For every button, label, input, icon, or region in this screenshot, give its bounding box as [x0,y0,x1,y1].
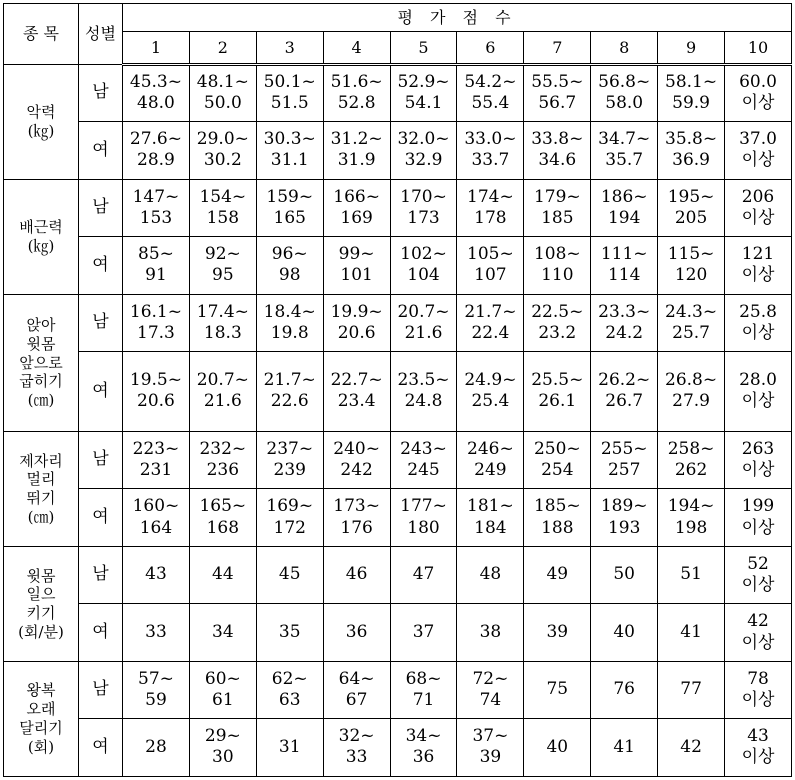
score-value-cell: 23.5~ 24.8 [390,351,457,431]
score-value-cell: 41 [658,604,725,662]
score-value-cell: 23.3~ 24.2 [591,294,658,351]
score-value-cell: 20.7~ 21.6 [390,294,457,351]
score-value-cell: 96~ 98 [256,236,323,294]
score-value-cell: 50.1~ 51.5 [256,65,323,122]
score-value-cell: 25.5~ 26.1 [524,351,591,431]
score-value-cell: 199 이상 [725,489,792,547]
table-row [4,236,792,294]
score-6: 6 [457,32,524,65]
score-value-cell: 154~ 158 [189,179,256,236]
sex-cell: 남 [79,661,123,718]
event-name-cell: 제자리 멀리 뛰기 (㎝) [4,432,79,547]
score-value-cell: 28.0 이상 [725,351,792,431]
score-value-cell: 37.0 이상 [725,121,792,179]
table-header [4,4,792,65]
score-value-cell: 42 [658,718,725,776]
score-value-cell: 186~ 194 [591,179,658,236]
table-row [4,432,792,489]
score-value-cell: 166~ 169 [323,179,390,236]
score-value-cell: 121 이상 [725,236,792,294]
score-value-cell: 40 [591,604,658,662]
score-value-cell: 25.8 이상 [725,294,792,351]
table-row [4,489,792,547]
score-value-cell: 177~ 180 [390,489,457,547]
score-value-cell: 246~ 249 [457,432,524,489]
score-value-cell: 240~ 242 [323,432,390,489]
score-value-cell: 21.7~ 22.6 [256,351,323,431]
score-value-cell: 68~ 71 [390,661,457,718]
score-value-cell: 223~ 231 [123,432,190,489]
score-value-cell: 75 [524,661,591,718]
score-value-cell: 185~ 188 [524,489,591,547]
score-value-cell: 77 [658,661,725,718]
score-value-cell: 19.5~ 20.6 [123,351,190,431]
sex-header: 성별 [79,4,123,65]
event-name-cell: 윗몸 일으 키기 (회/분) [4,547,79,662]
event-name-cell: 앉아 윗몸 앞으로 굽히기 (㎝) [4,294,79,431]
sex-cell: 남 [79,65,123,122]
sex-cell: 여 [79,718,123,776]
score-value-cell: 37 [390,604,457,662]
score-value-cell: 28 [123,718,190,776]
score-value-cell: 31.2~ 31.9 [323,121,390,179]
table-body [4,65,792,777]
table-row [4,351,792,431]
score-value-cell: 29~ 30 [189,718,256,776]
score-value-cell: 160~ 164 [123,489,190,547]
event-name-cell: 왕복 오래 달리기 (회) [4,661,79,776]
score-value-cell: 29.0~ 30.2 [189,121,256,179]
score-value-cell: 78 이상 [725,661,792,718]
header-row [4,4,792,32]
table-row [4,121,792,179]
score-value-cell: 42 이상 [725,604,792,662]
table-row [4,604,792,662]
sex-cell: 여 [79,604,123,662]
score-2: 2 [189,32,256,65]
score-value-cell: 54.2~ 55.4 [457,65,524,122]
score-value-cell: 40 [524,718,591,776]
score-value-cell: 33 [123,604,190,662]
score-value-cell: 22.7~ 23.4 [323,351,390,431]
score-value-cell: 33.0~ 33.7 [457,121,524,179]
score-value-cell: 52 이상 [725,547,792,604]
score-value-cell: 60~ 61 [189,661,256,718]
score-value-cell: 72~ 74 [457,661,524,718]
score-value-cell: 30.3~ 31.1 [256,121,323,179]
score-value-cell: 43 [123,547,190,604]
score-value-cell: 189~ 193 [591,489,658,547]
score-value-cell: 206 이상 [725,179,792,236]
score-value-cell: 263 이상 [725,432,792,489]
score-value-cell: 108~ 110 [524,236,591,294]
score-value-cell: 232~ 236 [189,432,256,489]
table-row [4,547,792,604]
score-value-cell: 38 [457,604,524,662]
score-value-cell: 169~ 172 [256,489,323,547]
score-3: 3 [256,32,323,65]
score-7: 7 [524,32,591,65]
event-name-cell: 악력 (㎏) [4,65,79,180]
sex-cell: 남 [79,294,123,351]
score-table [3,3,792,777]
sex-cell: 남 [79,432,123,489]
score-value-cell: 60.0 이상 [725,65,792,122]
score-value-cell: 55.5~ 56.7 [524,65,591,122]
table-row [4,179,792,236]
score-value-cell: 115~ 120 [658,236,725,294]
sex-cell: 남 [79,547,123,604]
score-value-cell: 105~ 107 [457,236,524,294]
event-name-cell: 배근력 (㎏) [4,179,79,294]
score-value-cell: 48.1~ 50.0 [189,65,256,122]
score-value-cell: 21.7~ 22.4 [457,294,524,351]
score-value-cell: 147~ 153 [123,179,190,236]
score-value-cell: 32~ 33 [323,718,390,776]
sex-cell: 남 [79,179,123,236]
score-value-cell: 32.0~ 32.9 [390,121,457,179]
score-value-cell: 243~ 245 [390,432,457,489]
score-value-cell: 111~ 114 [591,236,658,294]
table-row [4,65,792,122]
score-value-cell: 48 [457,547,524,604]
score-value-cell: 173~ 176 [323,489,390,547]
score-value-cell: 85~ 91 [123,236,190,294]
table-row [4,718,792,776]
score-value-cell: 34 [189,604,256,662]
score-value-cell: 50 [591,547,658,604]
score-value-cell: 19.9~ 20.6 [323,294,390,351]
score-value-cell: 34~ 36 [390,718,457,776]
sex-cell: 여 [79,489,123,547]
score-value-cell: 181~ 184 [457,489,524,547]
score-4: 4 [323,32,390,65]
score-value-cell: 35.8~ 36.9 [658,121,725,179]
score-value-cell: 33.8~ 34.6 [524,121,591,179]
score-value-cell: 36 [323,604,390,662]
score-value-cell: 45 [256,547,323,604]
score-value-cell: 22.5~ 23.2 [524,294,591,351]
score-value-cell: 64~ 67 [323,661,390,718]
score-value-cell: 194~ 198 [658,489,725,547]
score-value-cell: 51.6~ 52.8 [323,65,390,122]
score-value-cell: 255~ 257 [591,432,658,489]
score-value-cell: 31 [256,718,323,776]
score-value-cell: 26.2~ 26.7 [591,351,658,431]
score-value-cell: 24.9~ 25.4 [457,351,524,431]
score-number-row [4,32,792,65]
score-value-cell: 37~ 39 [457,718,524,776]
score-value-cell: 34.7~ 35.7 [591,121,658,179]
score-value-cell: 18.4~ 19.8 [256,294,323,351]
score-9: 9 [658,32,725,65]
score-10: 10 [725,32,792,65]
score-value-cell: 174~ 178 [457,179,524,236]
score-value-cell: 99~ 101 [323,236,390,294]
score-value-cell: 47 [390,547,457,604]
score-value-cell: 17.4~ 18.3 [189,294,256,351]
score-5: 5 [390,32,457,65]
score-value-cell: 44 [189,547,256,604]
score-1: 1 [123,32,190,65]
score-value-cell: 237~ 239 [256,432,323,489]
score-value-cell: 76 [591,661,658,718]
score-value-cell: 62~ 63 [256,661,323,718]
sex-cell: 여 [79,236,123,294]
score-value-cell: 92~ 95 [189,236,256,294]
score-value-cell: 195~ 205 [658,179,725,236]
score-value-cell: 16.1~ 17.3 [123,294,190,351]
score-value-cell: 250~ 254 [524,432,591,489]
score-value-cell: 57~ 59 [123,661,190,718]
score-value-cell: 20.7~ 21.6 [189,351,256,431]
score-value-cell: 39 [524,604,591,662]
score-value-cell: 159~ 165 [256,179,323,236]
score-value-cell: 27.6~ 28.9 [123,121,190,179]
event-header: 종 목 [4,4,79,65]
score-value-cell: 58.1~ 59.9 [658,65,725,122]
score-value-cell: 46 [323,547,390,604]
score-value-cell: 43 이상 [725,718,792,776]
score-value-cell: 24.3~ 25.7 [658,294,725,351]
score-value-cell: 258~ 262 [658,432,725,489]
table-row [4,294,792,351]
score-value-cell: 49 [524,547,591,604]
score-value-cell: 51 [658,547,725,604]
score-value-cell: 179~ 185 [524,179,591,236]
score-value-cell: 52.9~ 54.1 [390,65,457,122]
sex-cell: 여 [79,121,123,179]
score-value-cell: 165~ 168 [189,489,256,547]
score-value-cell: 26.8~ 27.9 [658,351,725,431]
score-value-cell: 41 [591,718,658,776]
score-value-cell: 35 [256,604,323,662]
score-value-cell: 56.8~ 58.0 [591,65,658,122]
score-title: 평 가 점 수 [123,4,792,32]
score-value-cell: 45.3~ 48.0 [123,65,190,122]
score-8: 8 [591,32,658,65]
sex-cell: 여 [79,351,123,431]
score-value-cell: 170~ 173 [390,179,457,236]
score-value-cell: 102~ 104 [390,236,457,294]
table-row [4,661,792,718]
